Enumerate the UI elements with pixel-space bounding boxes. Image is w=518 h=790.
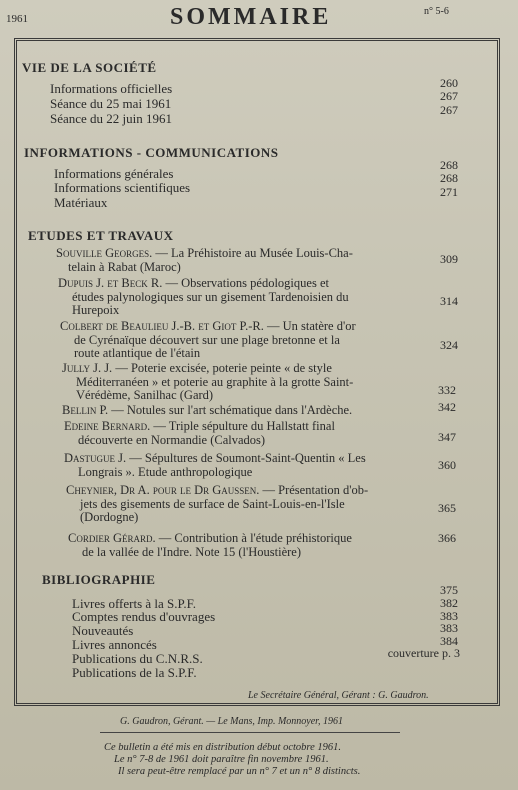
- article-author: Dastugue J.: [64, 451, 127, 465]
- section-title-informations: INFORMATIONS - COMMUNICATIONS: [24, 145, 279, 160]
- article-page: 347: [438, 430, 456, 444]
- toc-page: 267: [440, 103, 458, 117]
- article-entry: [56, 247, 353, 274]
- article-entry: [64, 420, 335, 447]
- imprint: G. Gaudron, Gérant. — Le Mans, Imp. Monnoyer, 1961: [120, 716, 343, 727]
- article-title-line: — Poterie excisée, poterie peinte « de style: [115, 361, 332, 375]
- toc-page: couverture p. 3: [387, 646, 460, 660]
- page-title: SOMMAIRE: [170, 4, 332, 30]
- article-page: 342: [438, 400, 456, 414]
- article-page: 365: [438, 501, 456, 515]
- toc-entry: Comptes rendus d'ouvrages: [72, 609, 216, 624]
- article-author: Souville Georges.: [56, 246, 153, 260]
- header-year: 1961: [6, 13, 28, 25]
- toc-entry: Informations générales: [54, 166, 174, 181]
- toc-page: 260: [440, 76, 458, 90]
- toc-entry: Nouveautés: [72, 623, 134, 638]
- toc-entry: Livres offerts à la S.P.F.: [72, 596, 197, 611]
- article-page: 366: [438, 531, 456, 545]
- article-title-line: — Un statère d'or: [266, 319, 356, 333]
- article-page: 309: [440, 252, 458, 266]
- toc-page: 382: [440, 596, 458, 610]
- toc-entry: Séance du 25 mai 1961: [50, 96, 172, 111]
- article-title-line: découverte en Normandie (Calvados): [78, 432, 266, 447]
- section-title-etudes: ETUDES ET TRAVAUX: [28, 228, 174, 243]
- article-author: Cordier Gérard.: [68, 531, 156, 545]
- article-entry: [64, 452, 366, 479]
- note-line: Ce bulletin a été mis en distribution début octobre 1961.: [104, 742, 341, 753]
- toc-page: 268: [440, 171, 458, 185]
- issue-number: n° 5-6: [424, 6, 449, 17]
- note-line: Il sera peut-être remplacé par un n° 7 et un n° 8 distincts.: [118, 766, 361, 777]
- article-title-line: de Cyrénaïque découvert sur une plage bretonne et la: [74, 332, 340, 347]
- note-line: Le n° 7-8 de 1961 doit paraître fin novembre 1961.: [114, 754, 329, 765]
- article-author: Colbert de Beaulieu J.-B. et Giot P.-R.: [60, 319, 264, 333]
- article-title-line: — Observations pédologiques et: [165, 276, 329, 290]
- section-title-vie: VIE DE LA SOCIÉTÉ: [22, 60, 157, 75]
- article-title-line: — Présentation d'ob-: [262, 483, 369, 497]
- article-title-line: études palynologiques sur un gisement Tardenoisien du: [72, 289, 349, 304]
- toc-entry: Publications de la S.P.F.: [72, 665, 197, 680]
- article-title-line: Vérédème, Sanilhac (Gard): [76, 388, 214, 402]
- secretary-signature: Le Secrétaire Général, Gérant : G. Gaudron.: [248, 690, 429, 701]
- toc-entry: Publications du C.N.R.S.: [72, 651, 203, 666]
- toc-page: 383: [440, 609, 458, 623]
- toc-entry: Matériaux: [54, 195, 108, 210]
- toc-page: 267: [440, 89, 458, 103]
- toc-page: 384: [440, 634, 458, 648]
- article-title-line: telain à Rabat (Maroc): [68, 259, 181, 274]
- article-entry: [66, 484, 368, 525]
- toc-entry: Informations officielles: [50, 81, 173, 96]
- article-title-line: Méditerranéen » et poterie au graphite à la grotte Saint-: [76, 374, 354, 389]
- article-title-line: Hurepoix: [72, 303, 120, 317]
- article-author: Bellin P.: [62, 403, 109, 417]
- article-entry: [58, 277, 349, 318]
- article-title-line: — Sépultures de Soumont-Saint-Quentin « Les: [129, 451, 366, 465]
- toc-entry: Livres annoncés: [72, 637, 157, 652]
- article-title-line: de la vallée de l'Indre. Note 15 (l'Houstière): [82, 544, 302, 559]
- article-page: 314: [440, 294, 458, 308]
- article-title-line: (Dordogne): [80, 510, 139, 524]
- article-author: Dupuis J. et Beck R.: [58, 276, 163, 290]
- article-author: Jully J. J.: [62, 361, 113, 375]
- article-entry: [62, 362, 353, 403]
- article-title-line: Longrais ». Etude anthropologique: [78, 464, 253, 479]
- article-author: Edeine Bernard.: [64, 419, 151, 433]
- distribution-notes: [104, 742, 360, 778]
- article-title-line: — Notules sur l'art schématique dans l'Ardèche.: [111, 403, 353, 417]
- toc-entry: Séance du 22 juin 1961: [50, 111, 173, 126]
- toc-page: 271: [440, 185, 458, 199]
- article-title-line: — Contribution à l'étude préhistorique: [158, 531, 352, 545]
- toc-page: 383: [440, 621, 458, 635]
- article-title-line: — La Préhistoire au Musée Louis-Cha-: [155, 246, 353, 260]
- article-title-line: — Triple sépulture du Hallstatt final: [153, 419, 335, 433]
- article-page: 332: [438, 383, 456, 397]
- article-author: Cheynier, Dr A. pour le Dr Gaussen.: [66, 483, 260, 497]
- article-entry: [68, 532, 352, 559]
- toc-page: 268: [440, 158, 458, 172]
- section-title-bibliographie: BIBLIOGRAPHIE: [42, 572, 156, 587]
- toc-entry: Informations scientifiques: [54, 180, 191, 195]
- article-page: 360: [438, 458, 456, 472]
- article-entry: [62, 404, 352, 418]
- article-entry: [60, 320, 356, 361]
- article-page: 324: [440, 338, 458, 352]
- toc-page: 375: [440, 583, 458, 597]
- article-title-line: route atlantique de l'étain: [74, 346, 201, 360]
- divider: [100, 732, 400, 733]
- article-title-line: jets des gisements de surface de Saint-Louis-en-l'Isle: [80, 496, 345, 511]
